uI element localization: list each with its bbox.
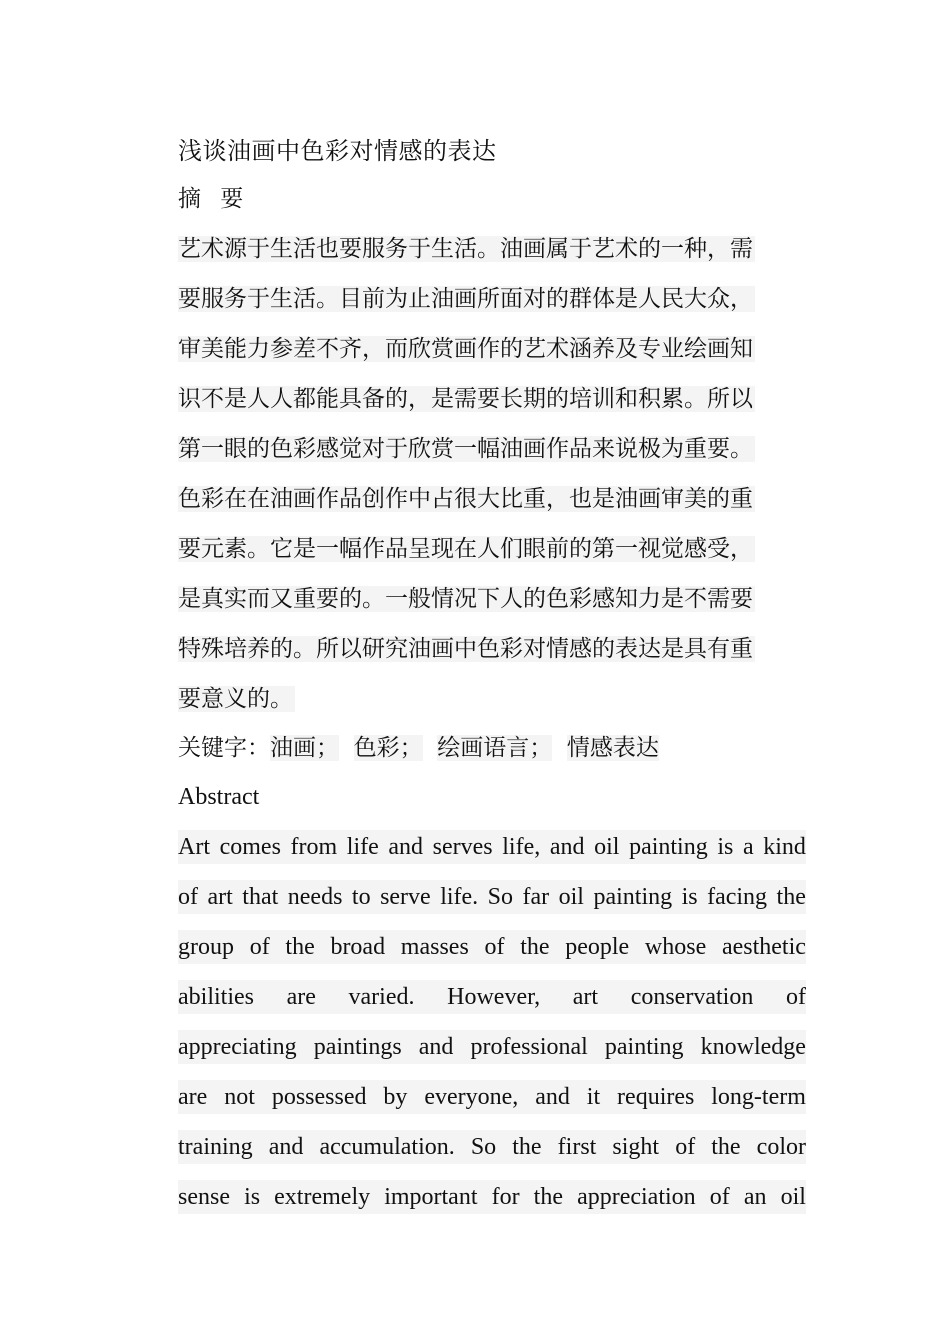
- abstract-line: [178, 830, 806, 880]
- abstract-line: 要服务于生活。目前为止油画所面对的群体是人民大众，: [178, 286, 753, 312]
- word: are: [286, 984, 316, 1010]
- abstract-line: 是真实而又重要的。一般情况下人的色彩感知力是不需要: [178, 586, 753, 612]
- word: accumulation.: [319, 1134, 455, 1160]
- keyword: 绘画语言；: [437, 735, 553, 761]
- word: is: [244, 1184, 261, 1210]
- word: painting: [604, 1034, 684, 1060]
- abstract-line: 第一眼的色彩感觉对于欣赏一幅油画作品来说极为重要。: [178, 436, 753, 462]
- word: and: [535, 1084, 570, 1110]
- word: appreciation: [577, 1184, 696, 1210]
- abstract-line: 识不是人人都能具备的，是需要长期的培训和积累。所以: [178, 386, 753, 412]
- keyword: 色彩；: [353, 735, 423, 761]
- abstract-line: 艺术源于生活也要服务于生活。油画属于艺术的一种，需: [178, 236, 753, 262]
- word: are: [178, 1084, 208, 1110]
- abstract-line: 要意义的。: [178, 686, 293, 712]
- word: and: [388, 834, 424, 860]
- word: a: [742, 834, 754, 860]
- word: to: [351, 884, 371, 910]
- word: of: [675, 1134, 696, 1160]
- word: paintings: [313, 1034, 402, 1060]
- keyword: 情感表达: [566, 735, 659, 761]
- word: facing: [707, 884, 768, 910]
- abstract-line: 要元素。它是一幅作品呈现在人们眼前的第一视觉感受，: [178, 536, 753, 562]
- word: oil: [780, 1184, 806, 1210]
- word: it: [586, 1084, 601, 1110]
- word: extremely: [274, 1184, 371, 1210]
- word: art: [207, 884, 233, 910]
- word: knowledge: [700, 1034, 806, 1060]
- word: varied.: [348, 984, 415, 1010]
- word: oil: [594, 834, 620, 860]
- word: important: [384, 1184, 478, 1210]
- word: oil: [558, 884, 584, 910]
- abstract-line: [178, 1130, 806, 1180]
- word: serves: [432, 834, 493, 860]
- word: of: [178, 884, 198, 910]
- abstract-line: [178, 980, 806, 1030]
- abstract-line: 特殊培养的。所以研究油画中色彩对情感的表达是具有重: [178, 636, 753, 662]
- word: whose: [644, 934, 707, 960]
- word: that: [242, 884, 279, 910]
- abstract-line: [178, 1030, 806, 1080]
- word: conservation: [630, 984, 754, 1010]
- english-abstract-body: [178, 830, 806, 1230]
- word: is: [717, 834, 734, 860]
- word: the: [512, 1134, 542, 1160]
- word: far: [522, 884, 550, 910]
- word: of: [484, 934, 505, 960]
- abstract-line: [178, 1080, 806, 1130]
- word: the: [520, 934, 550, 960]
- word: So: [487, 884, 514, 910]
- word: training: [178, 1134, 253, 1160]
- word: is: [681, 884, 698, 910]
- word: professional: [470, 1034, 588, 1060]
- keywords-line: [178, 731, 659, 765]
- keyword: 油画；: [270, 735, 339, 761]
- word: Art: [178, 834, 210, 860]
- document-title: 浅谈油画中色彩对情感的表达: [178, 137, 497, 165]
- word: long-term: [711, 1084, 806, 1110]
- word: an: [743, 1184, 767, 1210]
- word: abilities: [178, 984, 254, 1010]
- word: art: [572, 984, 599, 1010]
- word: from: [290, 834, 338, 860]
- abstract-line: 色彩在在油画作品创作中占很大比重，也是油画审美的重: [178, 486, 753, 512]
- word: masses: [400, 934, 469, 960]
- word: for: [491, 1184, 520, 1210]
- word: painting: [593, 884, 673, 910]
- abstract-line: [178, 930, 806, 980]
- word: of: [785, 984, 806, 1010]
- word: by: [383, 1084, 408, 1110]
- word: comes: [219, 834, 281, 860]
- word: color: [756, 1134, 806, 1160]
- word: the: [711, 1134, 741, 1160]
- word: appreciating: [178, 1034, 297, 1060]
- word: painting: [629, 834, 708, 860]
- word: broad: [330, 934, 386, 960]
- word: and: [549, 834, 585, 860]
- chinese-abstract-heading: 摘 要: [178, 186, 250, 212]
- word: and: [268, 1134, 304, 1160]
- word: needs: [287, 884, 343, 910]
- word: kind: [763, 834, 806, 860]
- word: So: [470, 1134, 497, 1160]
- word: life: [346, 834, 379, 860]
- english-abstract-heading: Abstract: [178, 784, 260, 810]
- word: the: [533, 1184, 563, 1210]
- chinese-abstract-body: [178, 232, 806, 732]
- word: sense: [178, 1184, 230, 1210]
- word: and: [418, 1034, 454, 1060]
- word: However,: [447, 984, 541, 1010]
- keywords-label: 关键字：: [178, 735, 270, 761]
- word: life.: [440, 884, 479, 910]
- word: sight: [612, 1134, 660, 1160]
- abstract-line: [178, 1180, 806, 1230]
- abstract-line: 审美能力参差不齐，而欣赏画作的艺术涵养及专业绘画知: [178, 336, 753, 362]
- word: the: [285, 934, 315, 960]
- word: people: [565, 934, 630, 960]
- word: everyone,: [424, 1084, 519, 1110]
- word: of: [249, 934, 270, 960]
- word: of: [709, 1184, 730, 1210]
- word: requires: [617, 1084, 695, 1110]
- word: group: [178, 934, 234, 960]
- word: possessed: [271, 1084, 367, 1110]
- word: life,: [502, 834, 541, 860]
- word: serve: [380, 884, 431, 910]
- word: not: [224, 1084, 255, 1110]
- word: aesthetic: [721, 934, 806, 960]
- abstract-line: [178, 880, 806, 930]
- word: the: [776, 884, 806, 910]
- word: first: [557, 1134, 597, 1160]
